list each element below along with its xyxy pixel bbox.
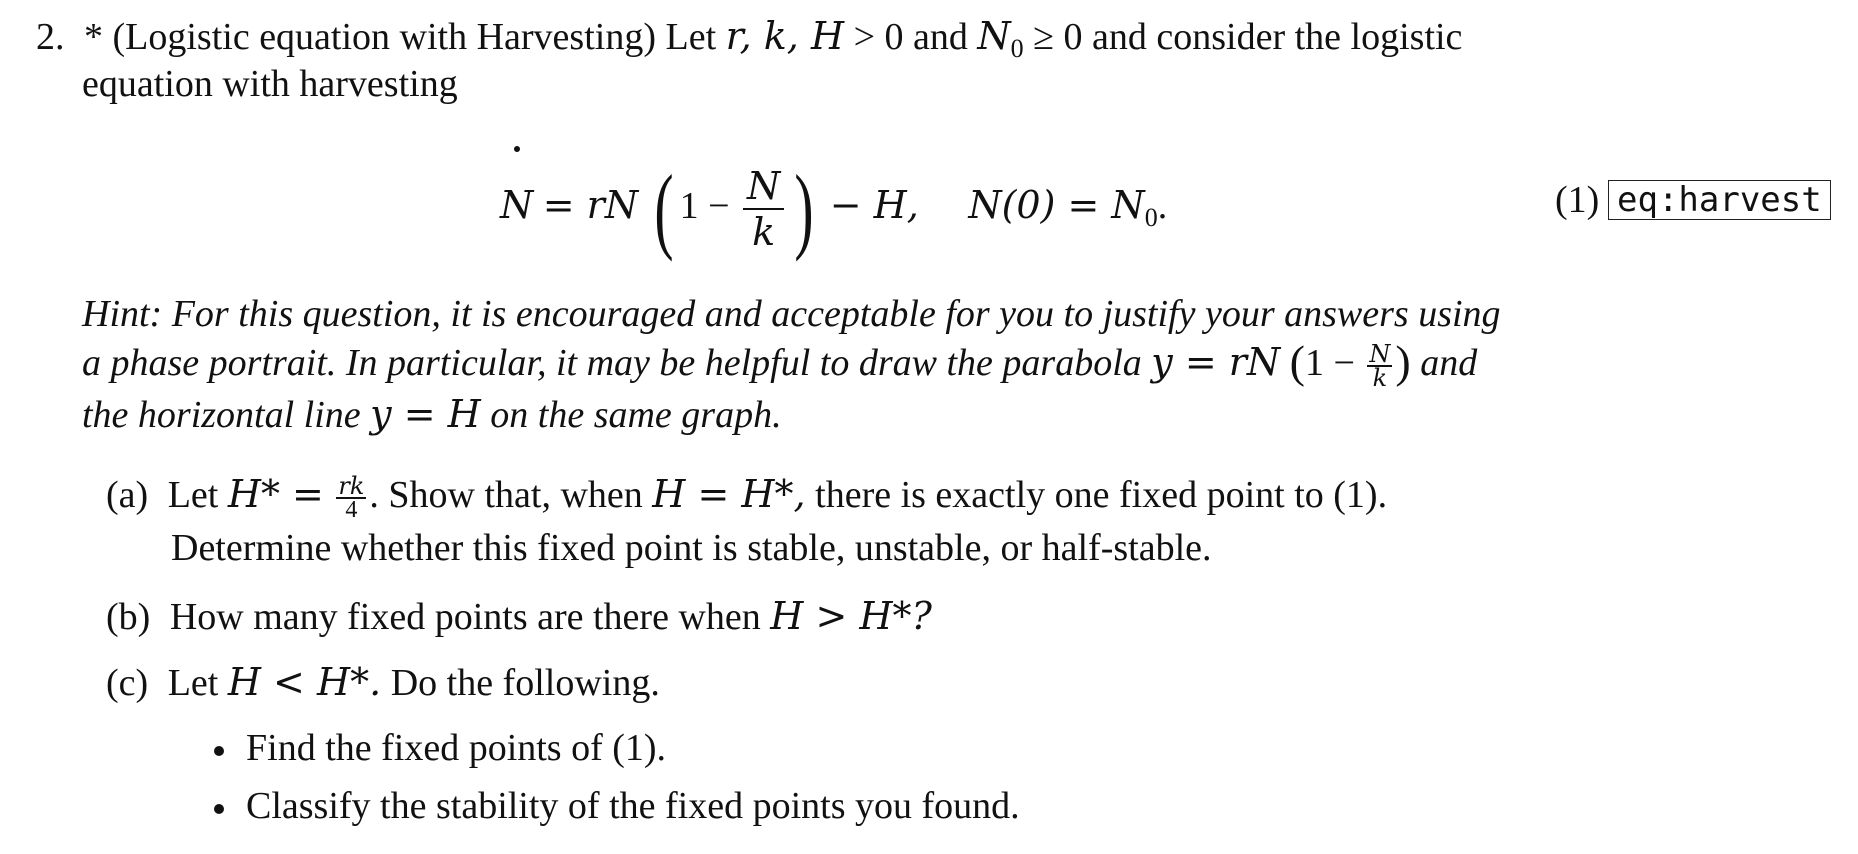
bullet-text: Classify the stability of the fixed points you found. [246,785,1020,827]
part-c [106,660,660,705]
part-b-label: (b) [106,596,151,638]
part-a-Hstar: H* = [227,472,324,516]
equation-initial: N(0) = N [968,183,1145,227]
problem-heading-text: (Logistic equation with Harvesting) Let [112,16,717,58]
equation-frac-num: N [743,164,784,210]
part-c-text1: Let [167,662,219,704]
problem-star: * [84,16,103,58]
part-a-text1: Let [167,474,219,516]
hint-line1: Hint: For this question, it is encouraged and acceptable for you to justify your answers using [82,293,1501,335]
problem-N0: N [977,14,1011,58]
hint-line-math: y = H [370,392,481,436]
equation-close-paren: ) [794,155,814,263]
equation-eq: = rN [542,183,639,227]
problem-vars: r, k, H [725,14,845,58]
bullet-text: Find the fixed points of (1). [246,727,667,769]
hint-line3-end: on the same graph. [490,394,782,436]
hint-frac-num: N [1369,340,1391,369]
equation-label-box: eq:harvest [1608,180,1831,220]
part-c-label: (c) [106,662,149,704]
bullet-icon [214,746,224,756]
equation-lhs: N [500,150,533,260]
hint-open-paren: ( [1289,336,1305,387]
hint-line2-end: and [1420,342,1478,384]
part-a-label: (a) [106,474,149,516]
part-a-frac-num: rk [338,472,365,501]
part-b-text: How many fixed points are there when [169,596,761,638]
part-c-math: H < H*. [227,660,382,704]
equation-fraction [743,164,784,254]
problem-number: 2. [36,16,65,58]
problem-N0-sub: 0 [1010,34,1024,63]
problem-heading-line2: equation with harvesting [82,63,458,105]
part-a-fraction [336,472,366,524]
part-b [106,594,932,639]
hint-line2 [82,336,1478,393]
equation-frac-den: k [752,210,776,255]
hint-frac-den: k [1372,364,1388,393]
problem-cond1: > 0 and [853,16,968,58]
equation-minus-H: − H, [829,183,919,227]
hint-fraction [1367,340,1392,393]
part-a-line2: Determine whether this fixed point is stable, unstable, or half-stable. [171,527,1212,569]
part-c-text2: Do the following. [390,662,660,704]
hint-parabola-math: y = rN [1151,340,1281,384]
part-a-frac-den: 4 [345,497,358,524]
bullet-icon [214,804,224,814]
list-item [214,726,666,770]
hint-line3 [82,392,782,437]
hint-line2-text: a phase portrait. In particular, it may be helpful to draw the parabola [82,342,1142,384]
list-item [214,784,1020,828]
hint-line3-text: the horizontal line [82,394,361,436]
part-a-text3: there is exactly one fixed point to (1). [815,474,1388,516]
equation-initial-end: . [1157,185,1168,227]
part-a-text2: . Show that, when [369,474,643,516]
equation-open-paren: ( [653,155,674,263]
hint-one-minus: 1 − [1304,342,1355,384]
part-b-math: H > H*? [770,594,932,638]
equation-number: (1) [1555,179,1600,221]
part-a-cond: H = H*, [652,472,806,516]
display-equation [500,150,1168,263]
problem-cond2: ≥ 0 and consider the logistic [1033,16,1463,58]
equation-one-minus: 1 − [679,185,730,227]
hint-close-paren: ) [1395,336,1411,387]
part-a-line1 [106,472,1388,524]
equation-initial-sub: 0 [1144,203,1158,232]
